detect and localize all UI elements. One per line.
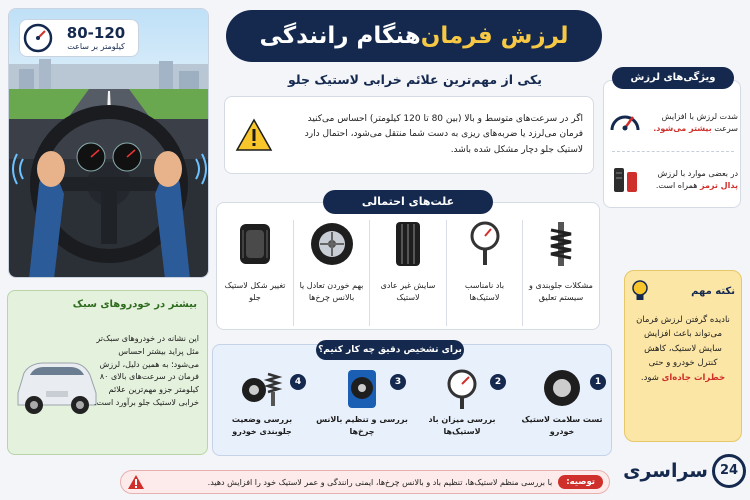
lightbulb-icon xyxy=(629,279,651,303)
step-item xyxy=(216,366,308,454)
step-item xyxy=(516,366,608,454)
light-cars-card xyxy=(7,290,208,455)
speed-value: 80-120 xyxy=(66,24,126,43)
title-suffix: هنگام رانندگی xyxy=(259,23,421,49)
features-item-2-bold: پدال ترمز xyxy=(699,181,738,190)
step-item xyxy=(316,366,408,454)
features-item-1-bold: بیشتر می‌شود. xyxy=(653,124,712,133)
tire-check-icon xyxy=(542,366,582,410)
features-item-2 xyxy=(608,155,738,205)
important-card xyxy=(624,270,742,442)
features-title: ویژگی‌های لرزش xyxy=(612,67,734,89)
cause-label: سایش غیر عادی لاستیک xyxy=(380,281,436,302)
speed-unit: کیلومتر بر ساعت xyxy=(67,41,125,51)
deformed-tire-icon xyxy=(234,220,276,268)
cause-label: مشکلات جلوبندی و سیستم تعلیق xyxy=(529,281,593,302)
important-after: شود. xyxy=(640,372,659,383)
cause-item xyxy=(450,220,520,326)
divider xyxy=(293,220,294,326)
tip-text: با بررسی منظم لاستیک‌ها، تنظیم باد و بالانس چرخ‌ها، ایمنی رانندگی و عمر لاستیک خود را افزایش دهید. xyxy=(207,477,553,487)
important-text-wrap xyxy=(625,303,741,385)
brand-num: 24 xyxy=(712,454,746,488)
speed-badge xyxy=(19,19,139,57)
warning-icon xyxy=(127,474,145,490)
cause-item xyxy=(373,220,443,326)
tip-bar xyxy=(120,470,610,494)
wheel-balance-icon xyxy=(308,220,356,268)
causes-title: علت‌های احتمالی xyxy=(323,190,493,214)
step-label: بررسی میزان باد لاستیک‌ها xyxy=(428,415,496,436)
features-item-2-after: همراه است. xyxy=(655,181,698,190)
step-label: بررسی و تنظیم بالانس چرخ‌ها xyxy=(316,415,408,436)
step-label: تست سلامت لاستیک خودرو xyxy=(521,415,603,436)
speed-gauge-icon xyxy=(608,106,642,140)
divider xyxy=(369,220,370,326)
causes-list xyxy=(220,220,596,326)
features-item-2-text: در بعضی موارد با لرزش xyxy=(657,169,738,179)
cause-item xyxy=(297,220,367,326)
cause-item xyxy=(220,220,290,326)
step-number: 1 xyxy=(590,374,606,390)
driver-illustration xyxy=(8,8,209,278)
features-card xyxy=(603,72,741,208)
suspension-check-icon xyxy=(240,366,284,410)
divider xyxy=(446,220,447,326)
step-number: 3 xyxy=(390,374,406,390)
intro-card xyxy=(224,96,594,174)
cause-label: بهم خوردن تعادل یا بالانس چرخ‌ها xyxy=(299,281,364,302)
warning-icon xyxy=(235,118,273,152)
divider xyxy=(612,151,734,152)
brake-pedal-icon xyxy=(608,163,642,197)
diagnosis-title: برای تشخیص دقیق چه کار کنیم؟ xyxy=(316,340,464,360)
important-highlight: خطرات جاده‌ای xyxy=(661,372,726,383)
title-banner xyxy=(226,10,602,62)
title-prefix: لرزش فرمان xyxy=(420,23,569,49)
step-number: 4 xyxy=(290,374,306,390)
light-cars-title: بیشتر در خودروهای سبک xyxy=(72,299,197,310)
light-cars-text: این نشانه در خودروهای سبک‌تر مثل پراید بیشتر احساس می‌شود؛ به همین دلیل، لرزش فرمان در سرعت‌های بالای ۸۰ کیلومتر جزو مهم‌ترین علائم خرابی لاستیک جلو برآورد است. xyxy=(93,334,199,407)
diagnosis-steps xyxy=(216,366,608,454)
divider xyxy=(522,220,523,326)
tire-tread-icon xyxy=(388,220,428,268)
features-item-1 xyxy=(608,99,738,147)
pressure-gauge-icon xyxy=(465,220,505,268)
important-title: نکته مهم xyxy=(691,285,735,297)
step-number: 2 xyxy=(490,374,506,390)
page-subtitle: یکی از مهم‌ترین علائم خرابی لاستیک جلو xyxy=(288,72,542,87)
intro-text: اگر در سرعت‌های متوسط و بالا (بین 80 تا 120 کیلومتر) احساس می‌کنید فرمان می‌لرزد یا ضربه‌های ریزی به دست شما منتقل می‌شود، احتمال دارد لاستیک جلو دچار مشکل شده باشد. xyxy=(304,114,583,155)
cause-item xyxy=(526,220,596,326)
step-label: بررسی وضعیت جلوبندی خودرو xyxy=(231,415,293,436)
car-icon xyxy=(12,343,100,423)
balancing-machine-icon xyxy=(342,366,382,410)
cause-label: باد نامناسب لاستیک‌ها xyxy=(464,281,505,302)
features-item-1-text: شدت لرزش با افزایش سرعت xyxy=(661,112,738,133)
pressure-gauge-icon xyxy=(442,366,482,410)
cause-label: تغییر شکل لاستیک جلو xyxy=(224,281,286,302)
step-item xyxy=(416,366,508,454)
important-text: نادیده گرفتن لرزش فرمان می‌تواند باعث افزایش سایش لاستیک، کاهش کنترل خودرو و حتی xyxy=(636,315,730,369)
suspension-spring-icon xyxy=(541,220,581,268)
brand-logo xyxy=(622,448,746,494)
brand-name: سراسری xyxy=(623,460,708,482)
speedometer-icon xyxy=(23,23,53,53)
tip-label: توصیه: xyxy=(558,475,603,489)
